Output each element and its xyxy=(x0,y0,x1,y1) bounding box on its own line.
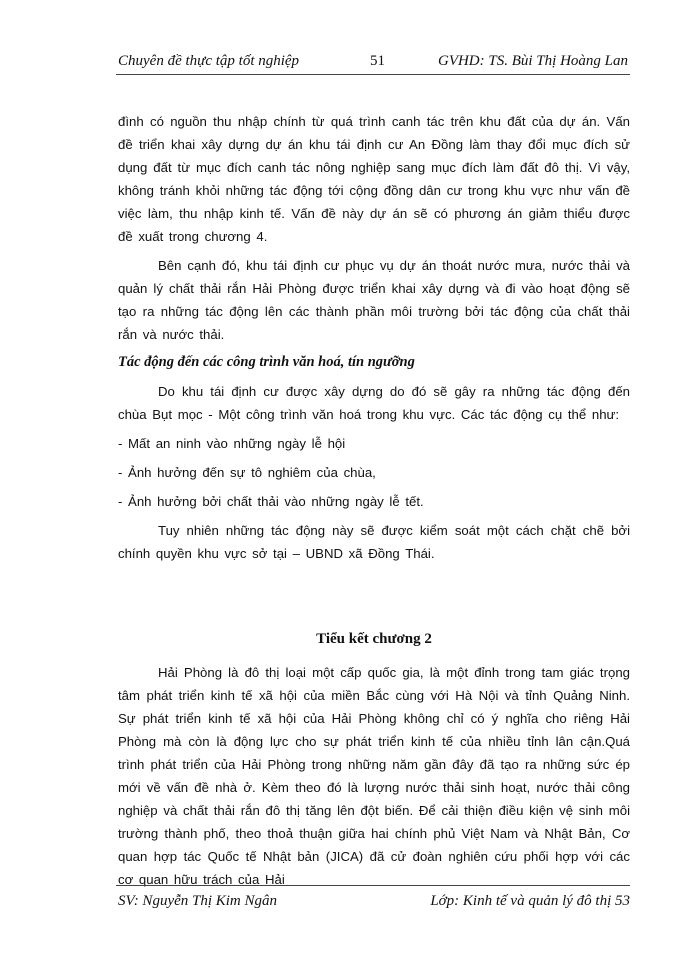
paragraph-2: Bên cạnh đó, khu tái định cư phục vụ dự án thoát nước mưa, nước thải và quản lý chất thải rắn Hải Phòng được triển khai xây dựng và đi vào hoạt động sẽ tạo ra những tác động lên các thành phần môi trường bởi tác động của chất thải rắn và nước thải. xyxy=(118,258,630,342)
paragraph-4: Tuy nhiên những tác động này sẽ được kiểm soát một cách chặt chẽ bởi chính quyền khu vực sở tại – UBND xã Đồng Thái. xyxy=(118,523,630,561)
header-advisor: GVHD: TS. Bùi Thị Hoàng Lan xyxy=(437,53,628,69)
paragraph-1: đình có nguồn thu nhập chính từ quá trình canh tác trên khu đất của dự án. Vấn đề triển khai xây dựng dự án khu tái định cư An Đồng làm thay đổi mục đích sử dụng đất từ mục đích canh tác nông nghiệp sang mục đích làm đất đô thị. Vì vậy, không tránh khỏi những tác động tới cộng đồng dân cư trong khu vực như vấn đề việc làm, thu nhập kinh tế. Vấn đề này dự án sẽ có phương án giảm thiểu được đề xuất trong chương 4. xyxy=(118,114,630,244)
bullet-item-1: - Mất an ninh vào những ngày lễ hội xyxy=(118,436,346,451)
bullet-item-3: - Ảnh hưởng bởi chất thải vào những ngày lễ tết. xyxy=(118,494,424,509)
header-page-number: 51 xyxy=(370,53,385,69)
header-divider xyxy=(116,74,630,75)
section-subheading: Tác động đến các công trình văn hoá, tín ngưỡng xyxy=(118,354,415,370)
page-header xyxy=(118,53,628,73)
paragraph-3: Do khu tái định cư được xây dựng do đó sẽ gây ra những tác động đến chùa Bụt mọc - Một công trình văn hoá trong khu vực. Các tác động cụ thể như: xyxy=(118,384,630,422)
footer-student: SV: Nguyễn Thị Kim Ngân xyxy=(118,893,278,909)
bullet-item-2: - Ảnh hưởng đến sự tô nghiêm của chùa, xyxy=(118,465,376,480)
page-footer xyxy=(118,893,630,913)
header-document-title: Chuyên đề thực tập tốt nghiệp xyxy=(118,53,300,69)
footer-divider xyxy=(116,885,630,886)
footer-class: Lớp: Kinh tế và quản lý đô thị 53 xyxy=(430,893,630,909)
page-body xyxy=(118,110,630,891)
chapter-summary-title: Tiểu kết chương 2 xyxy=(316,631,432,647)
paragraph-5: Hải Phòng là đô thị loại một cấp quốc gia, là một đỉnh trong tam giác trọng tâm phát triển kinh tế xã hội của miền Bắc cùng với Hà Nội và tỉnh Quảng Ninh. Sự phát triển kinh tế xã hội của Hải Phòng không chỉ có ý nghĩa cho riêng Hải Phòng mà còn là động lực cho sự phát triển kinh tế của nhiều tỉnh lân cận.Quá trình phát triển của Hải Phòng trong những năm gần đây đã tạo ra những sức ép mới về vấn đề nhà ở. Kèm theo đó là lượng nước thải sinh hoạt, nước thải công nghiệp và chất thải rắn đô thị tăng lên đột biến. Để cải thiện điều kiện vệ sinh môi trường thành phố, theo thoả thuận giữa hai chính phủ Việt Nam và Nhật Bản, Cơ quan hợp tác Quốc tế Nhật bản (JICA) đã cử đoàn nghiên cứu phối hợp với các cơ quan hữu trách của Hải xyxy=(118,665,630,887)
